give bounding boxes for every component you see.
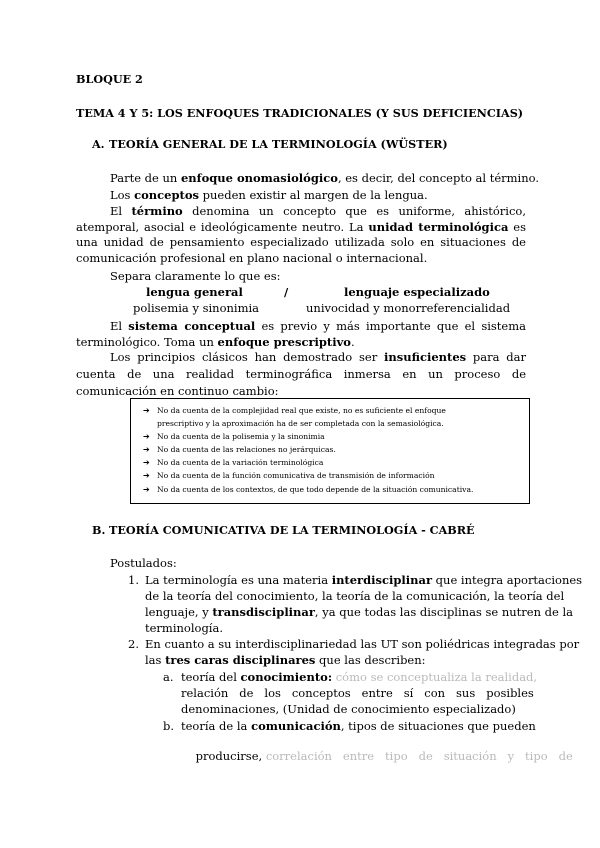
text: Los principios clásicos han demostrado ser (110, 350, 385, 364)
postulados-label: Postulados: (110, 556, 177, 570)
item-1-line: de la teoría del conocimiento, la teoría de la comunicación, la teoría del (145, 589, 565, 603)
deficiency-item: No da cuenta de la polisemia y la sinonimia (157, 432, 325, 441)
arrow-icon: ➔ (143, 485, 150, 494)
deficiency-item: No da cuenta de los contextos, de que todo depende de la situación comunicativa. (157, 485, 474, 494)
text: teoría de la (181, 719, 252, 733)
faded-text: cómo se conceptualiza la realidad, (335, 670, 538, 684)
item-2-line: En cuanto a su interdisciplinariedad las UT son poliédricas integradas por (145, 637, 580, 651)
arrow-icon: ➔ (143, 406, 150, 415)
bold-text: transdisciplinar (212, 605, 315, 619)
text: . (350, 335, 355, 349)
compare-right-head: lenguaje especializado (344, 285, 490, 299)
compare-right-sub: univocidad y monorreferencialidad (306, 301, 511, 315)
text: denomina un concepto que es uniforme, ahistórico, atemporal, asocial e ideológicamente neutro. La (76, 204, 526, 234)
bold-text: enfoque onomasiológico (180, 171, 338, 185)
item-2-number: 2. (128, 637, 139, 651)
text: pueden existir al margen de la lengua. (198, 188, 428, 202)
bold-text: sistema conceptual (128, 319, 256, 333)
bold-text: término (131, 204, 183, 218)
deficiency-item: No da cuenta de la variación terminológica (157, 458, 324, 467)
bold-text: tres caras disciplinares (165, 653, 316, 667)
arrow-icon: ➔ (143, 445, 150, 454)
section-b-title: TEORÍA COMUNICATIVA DE LA TERMINOLOGÍA - CABRÉ (109, 523, 475, 537)
item-1-line (145, 605, 573, 619)
text: , ya que todas las disciplinas se nutren de la (314, 605, 573, 619)
arrow-icon: ➔ (143, 458, 150, 467)
text: es previo y más importante que el sistema terminológico. Toma un (76, 319, 526, 349)
bold-text: insuficientes (384, 350, 467, 364)
text: teoría del (181, 670, 241, 684)
sub-a-line: denominaciones, (Unidad de conocimiento especializado) (181, 702, 516, 716)
item-1-number: 1. (128, 573, 139, 587)
text: que las describen: (315, 653, 426, 667)
sub-a-line (181, 670, 537, 684)
sub-b-marker: b. (163, 719, 175, 733)
bold-text: comunicación (251, 719, 341, 733)
deficiency-item: No da cuenta de las relaciones no jerárquicas. (157, 445, 336, 454)
text: , tipos de situaciones que pueden (340, 719, 536, 733)
deficiencies-box (130, 398, 530, 504)
sub-a-marker: a. (163, 670, 174, 684)
arrow-icon: ➔ (143, 471, 150, 480)
section-a-title: TEORÍA GENERAL DE LA TERMINOLOGÍA (WÜSTER) (109, 137, 448, 151)
text: , es decir, del concepto al término. (337, 171, 540, 185)
section-b-marker: B. (92, 523, 106, 537)
sub-b-line (181, 735, 573, 777)
item-1-line: terminología. (145, 621, 223, 635)
text: producirse, (195, 749, 266, 763)
block-heading: BLOQUE 2 (76, 72, 143, 86)
paragraph-termino (76, 204, 526, 266)
bold-text: enfoque prescriptivo (217, 335, 351, 349)
sub-a-line: relación de los conceptos entre sí con sus posibles (181, 686, 534, 700)
deficiency-item-continued: prescriptivo y la aproximación ha de ser completada con la semasiológica. (157, 419, 444, 428)
text: El (110, 319, 129, 333)
paragraph-separa: Separa claramente lo que es: (110, 269, 281, 283)
bold-text: interdisciplinar (331, 573, 433, 587)
bold-text: conceptos (134, 188, 199, 202)
deficiency-item: No da cuenta de la función comunicativa de transmisión de información (157, 471, 435, 480)
sub-b-line (181, 719, 536, 733)
bold-text: unidad terminológica (368, 219, 509, 234)
topic-heading: TEMA 4 Y 5: LOS ENFOQUES TRADICIONALES (Y SUS DEFICIENCIAS) (76, 106, 524, 120)
text: Parte de un (110, 171, 181, 185)
text: Los (110, 188, 135, 202)
paragraph-insuficientes (76, 349, 526, 400)
text: La terminología es una materia (145, 573, 332, 587)
faded-text: correlación entre tipo de situación y tipo de (265, 749, 573, 763)
paragraph-sistema-conceptual (76, 318, 526, 350)
compare-left-head: lengua general (146, 285, 243, 299)
item-2-line (145, 653, 426, 667)
section-a-marker: A. (92, 137, 105, 151)
text: que integra aportaciones (432, 573, 583, 587)
arrow-icon: ➔ (143, 432, 150, 441)
text: para dar cuenta de una realidad terminográfica inmersa en un proceso de comunicación en continuo cambio: (76, 350, 526, 398)
paragraph-conceptos (110, 188, 428, 202)
paragraph-onomasiologico (110, 171, 539, 185)
text: El (110, 204, 132, 218)
deficiency-item: No da cuenta de la complejidad real que existe, no es suficiente el enfoque (157, 406, 446, 415)
compare-left-sub: polisemia y sinonimia (133, 301, 260, 315)
text: las (145, 653, 166, 667)
bold-text: conocimiento: (240, 670, 333, 684)
compare-slash: / (284, 285, 289, 299)
item-1-line (145, 573, 582, 587)
text: lenguaje, y (145, 605, 213, 619)
text: es una unidad de pensamiento especializado utilizada solo en situaciones de comunicación profesional en plano nacional o internacional. (76, 219, 527, 265)
